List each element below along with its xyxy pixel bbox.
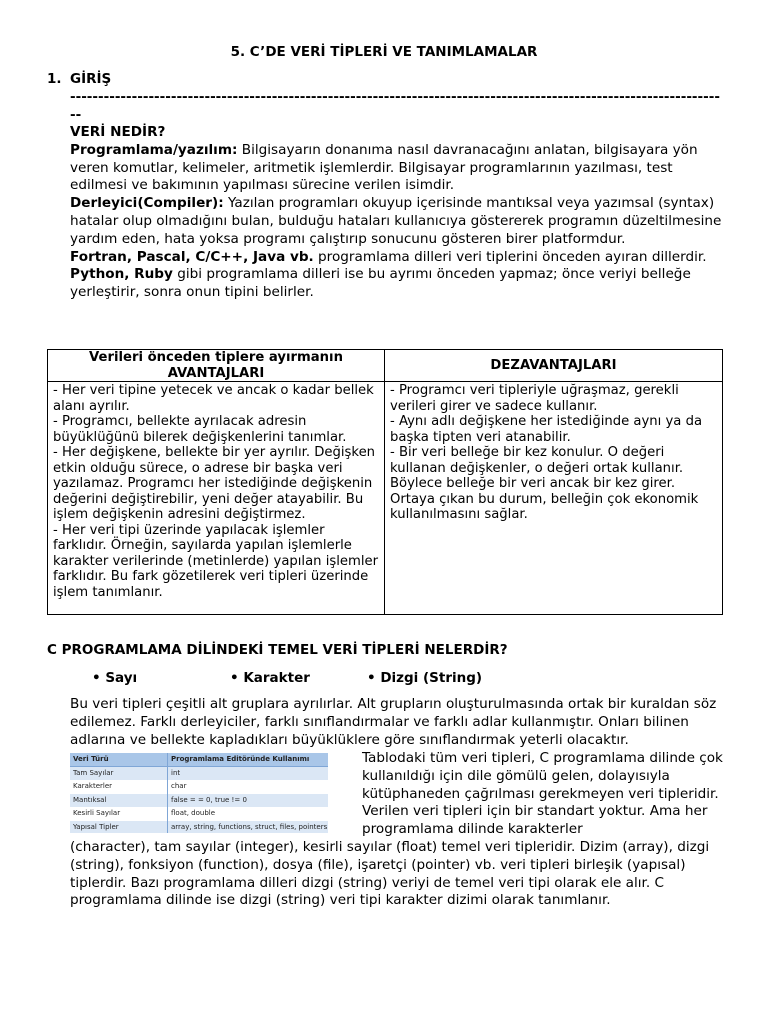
advantages-header: Verileri önceden tiplere ayırmanın AVANTAJLARI: [48, 350, 385, 382]
comparison-table-header: [48, 350, 723, 382]
paragraph-fortran: Fortran, Pascal, C/C++, Java vb. programlama dilleri veri tiplerini önceden ayıran dillerdir.: [70, 248, 707, 265]
advantage-item: - Her veri tipi üzerinde yapılacak işlemler farklıdır. Örneğin, sayılarda yapılan işlemlerle karakter verilerinde (metinlerde) yapılan işlemler farklıdır. Bu fark gözetilerek veri tipleri üzerinde işlem tanımlanır.: [53, 522, 379, 600]
type-dizgi: • Dizgi (String): [367, 670, 483, 686]
paragraph-tablodaki: Tablodaki tüm veri tipleri, C programlama dilinde çok kullanıldığı için dile gömülü gelen, dolayısıyla kütüphaneden çağrılması gerekmeyen veri tipleridir. Verilen veri tipleri için bir standart yoktur. Ama her programlama dilinde karakterler: [362, 750, 723, 838]
mini-table-header: Veri Türü Programlama Editöründe Kullanımı: [70, 753, 328, 767]
advantages-cell: [48, 382, 385, 615]
disadvantage-item: - Bir veri belleğe bir kez konulur. O değeri kullanan değişkenler, o değeri ortak kullanır. Böylece belleğe bir veri ancak bir kez girer. Ortaya çıkan bu durum, belleğin çok ekonomik kullanılmasını sağlar.: [390, 445, 699, 522]
mini-table-row: Kesirli Sayılar float, double: [70, 807, 328, 820]
disadvantages-cell: [385, 382, 723, 615]
mini-table-row: Karakterler char: [70, 780, 328, 793]
mini-table-row: Yapısal Tipler array, string, functions, struct, files, pointers: [70, 821, 328, 833]
paragraph-programlama: Programlama/yazılım: Bilgisayarın donanıma nasıl davranacağını anlatan, bilgisayara yön veren komutlar, kelimeler, aritmetik işlemlerdir. Bilgisayar programlarının yazılması, test edilmesi ve bakımının yapılması sürecine verilen isimdir.: [70, 141, 698, 194]
advantage-item: - Programcı, bellekte ayrılacak adresin büyüklüğünü bilerek değişkenlerini tanımlar.: [53, 414, 347, 445]
disadvantage-item: - Aynı adlı değişkene her istediğinde aynı ya da başka tipten veri atanabilir.: [390, 414, 703, 445]
mini-table-row: Tam Sayılar int: [70, 767, 328, 780]
comparison-table: [47, 349, 723, 615]
paragraph-alt-gruplar: Bu veri tipleri çeşitli alt gruplara ayrılırlar. Alt grupların oluşturulmasında ortak bir kuraldan söz edilemez. Farklı derleyiciler, farklı sınıflandırmalar ve farklı adlar kullanmıştır. Onları bilinen adlarına ve bellekte kapladıkları büyüklüklere göre sınıflandırmak yeterli olacaktır.: [70, 696, 717, 748]
data-type-table-image: [70, 753, 328, 833]
disadvantage-item: - Programcı veri tipleriyle uğraşmaz, gerekli verileri girer ve sadece kullanır.: [390, 383, 679, 414]
paragraph-python: Python, Ruby gibi programlama dilleri ise bu ayrımı önceden yapmaz; önce veriyi belleğe yerleştirir, sonra onun tipini belirler.: [70, 266, 691, 301]
advantage-item: - Her değişkene, bellekte bir yer ayrılır. Değişken etkin olduğu sürece, o adrese bir başka veri yazılamaz. Programcı her istediğinde değişkenin değerini değiştirebilir, yeni değer atayabilir. Bu işlem değişkenin adresini değiştirmez.: [53, 445, 376, 522]
type-karakter: • Karakter: [230, 670, 310, 686]
paragraph-temel-tipler: (character), tam sayılar (integer), kesirli sayılar (float) temel veri tipleridir. Dizim (array), dizgi (string), fonksiyon (function), dosya (file), işaretçi (pointer) vb. veri tipleri birleşik (yapısal) tiplerdir. Bazı programlama dilleri dizgi (string) veriyi de temel veri tipi olarak ele alır. C programlama dilinde ise dizgi (string) veri tipi karakter dizimi olarak tanımlanır.: [70, 839, 710, 909]
disadvantages-header: DEZAVANTAJLARI: [385, 350, 723, 382]
mini-table-row: Mantıksal false = = 0, true != 0: [70, 794, 328, 807]
dashed-separator: ----------------------------------------------------------------------------------------------------------------------: [70, 89, 720, 123]
comparison-table-row: [48, 382, 723, 615]
section-title: GİRİŞ: [70, 71, 112, 87]
document-title: 5. C’DE VERİ TİPLERİ VE TANIMLAMALAR: [230, 44, 538, 60]
advantage-item: - Her veri tipine yetecek ve ancak o kadar bellek alanı ayrılır.: [53, 383, 374, 414]
veri-nedir-heading: VERİ NEDİR?: [70, 124, 166, 140]
section2-heading: C PROGRAMLAMA DİLİNDEKİ TEMEL VERİ TİPLERİ NELERDİR?: [47, 642, 508, 658]
intro-block: [70, 124, 726, 302]
paragraph-derleyici: Derleyici(Compiler): Yazılan programları okuyup içerisinde mantıksal veya yazımsal (syntax) hatalar olup olmadığını bulan, bulduğu hataları kullanıcıya göstererek programın düzeltilmesine yardım eden, hata yoksa programı çalıştırıp sonucunu gösteren birer platformdur.: [70, 195, 722, 247]
type-sayi: • Sayı: [92, 670, 138, 686]
section-number: 1.: [47, 71, 62, 87]
